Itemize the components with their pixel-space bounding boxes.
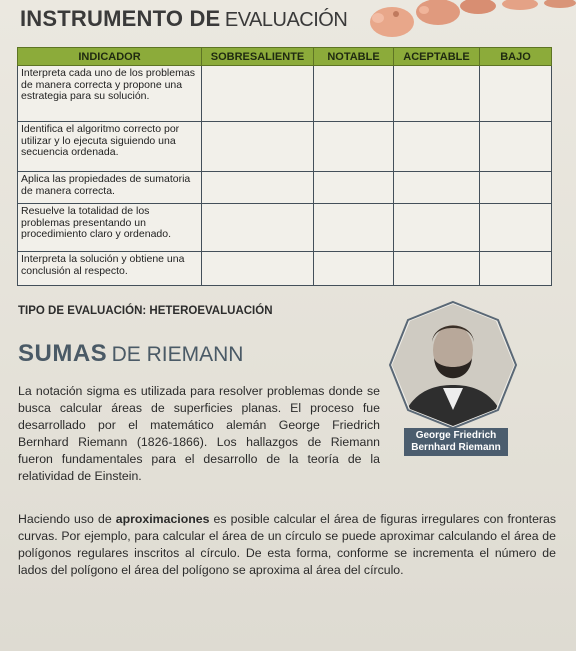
paragraph2-end: es posible calcular el área de figuras irregulares con fronteras curvas. Por ejemplo, para calcular el área de un círculo se puede aproximar calculando el área de polígonos regulares inscritos al círculo. De esta forma, conforme se incrementa el número de lados del polígono el área del polígono se aproxima al área del círculo. [18, 512, 556, 577]
rating-cell [314, 122, 394, 172]
rating-cell [480, 66, 552, 122]
rating-cell [202, 172, 314, 204]
caption-line-1: George Friedrich [415, 430, 497, 441]
indicator-cell: Interpreta cada uno de los problemas de manera correcta y propone una estrategia para su solución. [18, 66, 202, 122]
table-row [18, 252, 552, 286]
indicator-cell: Interpreta la solución y obtiene una conclusión al respecto. [18, 252, 202, 286]
section-title-rest: DE RIEMANN [111, 343, 244, 366]
evaluation-rubric-table [17, 47, 552, 286]
paragraph2-start: Haciendo uso de [18, 512, 116, 526]
riemann-portrait [388, 300, 518, 430]
title-rest: EVALUACIÓN [224, 9, 348, 31]
col-header-aceptable: ACEPTABLE [394, 48, 480, 66]
indicator-cell: Resuelve la totalidad de los problemas presentando un procedimiento claro y ordenado. [18, 204, 202, 252]
caption-line-2: Bernhard Riemann [411, 442, 501, 453]
intro-paragraph: La notación sigma es utilizada para resolver problemas donde se busca calcular áreas de superficies planas. El proceso fue desarrollado por el matemático alemán George Friedrich Bernhard Riemann (1826-1866). Los hallazgos de Riemann fueron fundamentales para el desarrollo de la teoría de la relatividad de Einstein. [18, 384, 380, 483]
rating-cell [394, 172, 480, 204]
section-title [18, 340, 243, 368]
portrait-caption [404, 428, 508, 456]
rating-cell [314, 66, 394, 122]
rating-cell [202, 122, 314, 172]
table-row [18, 66, 552, 122]
table-header-row [18, 48, 552, 66]
table-row [18, 172, 552, 204]
rating-cell [394, 204, 480, 252]
paragraph2-bold-term: aproximaciones [115, 512, 210, 526]
rating-cell [480, 172, 552, 204]
rating-cell [480, 252, 552, 286]
rating-cell [314, 204, 394, 252]
rating-cell [314, 172, 394, 204]
approximation-paragraph [18, 511, 556, 579]
title-bold: INSTRUMENTO DE [20, 6, 221, 31]
table-row [18, 122, 552, 172]
rating-cell [480, 204, 552, 252]
col-header-indicador: INDICADOR [18, 48, 202, 66]
rating-cell [394, 252, 480, 286]
rating-cell [480, 122, 552, 172]
rating-cell [202, 252, 314, 286]
col-header-bajo: BAJO [480, 48, 552, 66]
rating-cell [202, 204, 314, 252]
page-title [20, 6, 347, 32]
evaluation-type-label: TIPO DE EVALUACIÓN: HETEROEVALUACIÓN [18, 305, 273, 317]
table-row [18, 204, 552, 252]
col-header-notable: NOTABLE [314, 48, 394, 66]
rating-cell [314, 252, 394, 286]
section-title-bold: SUMAS [18, 340, 108, 367]
piggy-banks-image [370, 0, 576, 40]
rating-cell [394, 66, 480, 122]
indicator-cell: Identifica el algoritmo correcto por utilizar y lo ejecuta siguiendo una secuencia ordenada. [18, 122, 202, 172]
rating-cell [394, 122, 480, 172]
indicator-cell: Aplica las propiedades de sumatoria de manera correcta. [18, 172, 202, 204]
col-header-sobresaliente: SOBRESALIENTE [202, 48, 314, 66]
rating-cell [202, 66, 314, 122]
